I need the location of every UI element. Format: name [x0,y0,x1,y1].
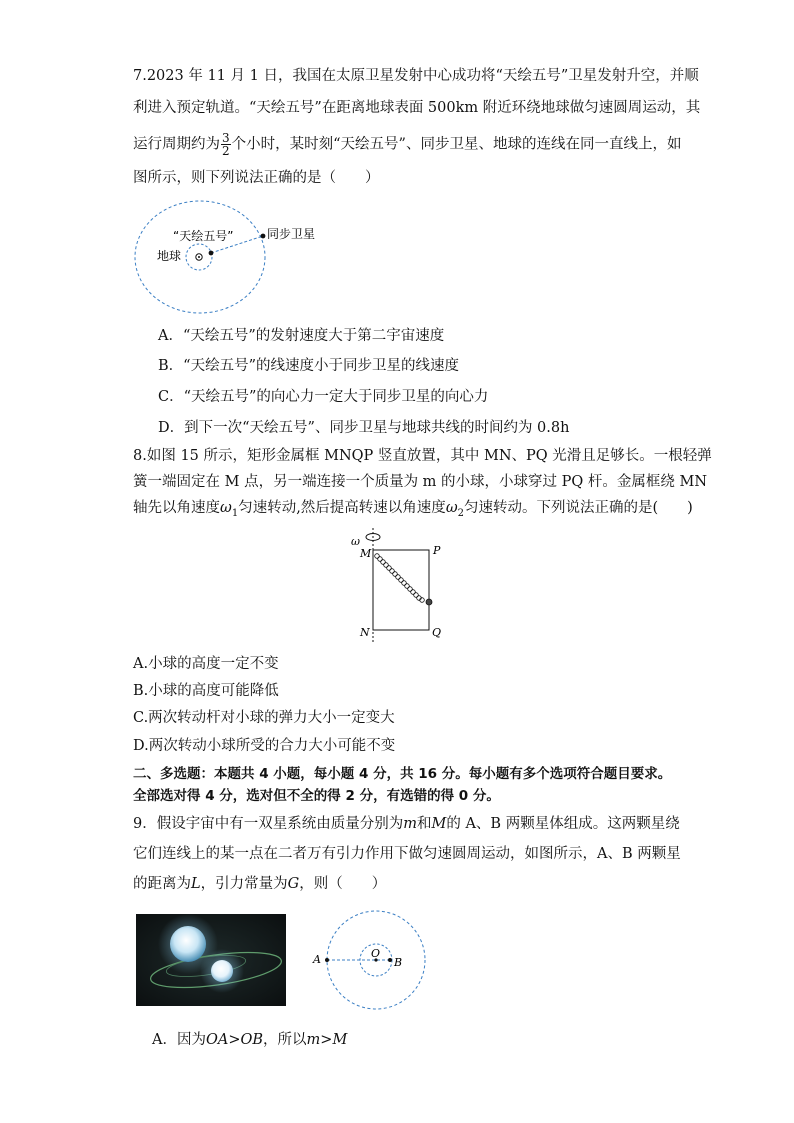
section-heading-line-1: 二、多选题：本题共 4 小题，每小题 4 分，共 16 分。每小题有多个选项符合题目要求。 [133,766,672,782]
q9-line-1: 9．假设宇宙中有一双星系统由质量分别为m和M的 A、B 两颗星体组成。这两颗星绕 [133,816,680,832]
q8-option-c: C.两次转动杆对小球的弹力大小一定变大 [133,710,395,726]
label-earth: 地球 [157,249,182,263]
q9-option-a: A．因为OA>OB，所以m>M [152,1032,348,1048]
point-a [325,958,329,962]
q8-line-1: 8.如图 15 所示，矩形金属框 MNQP 竖直放置，其中 MN、PQ 光滑且足够长。一根轻弹 [133,448,712,464]
star-small [211,960,233,982]
binary-star-image [136,914,286,1006]
q7-option-c: C．“天绘五号”的向心力一定大于同步卫星的向心力 [158,389,489,405]
orbit-figure [133,198,333,320]
label-p: P [433,544,441,557]
q7-line-3 [133,132,681,157]
q7-line-1: 7.2023 年 11 月 1 日，我国在太原卫星发射中心成功将“天绘五号”卫星发射升空，并顺 [133,68,699,84]
q7-option-d: D．到下一次“天绘五号”、同步卫星与地球共线的时间约为 0.8h [158,420,570,436]
metal-frame [373,550,429,630]
q7-option-a: A．“天绘五号”的发射速度大于第二宇宙速度 [158,328,445,344]
q7-line-3-pre: 运行周期约为 [133,136,220,153]
q8-option-b: B.小球的高度可能降低 [133,683,279,699]
q8-option-a: A.小球的高度一定不变 [133,656,279,672]
binary-orbit-diagram [310,910,430,1010]
spring [375,554,425,603]
point-b [388,958,392,962]
q7-line-4: 图所示，则下列说法正确的是（ ） [133,170,380,186]
q7-option-b: B．“天绘五号”的线速度小于同步卫星的线速度 [158,358,459,374]
frame-spring-figure [340,528,450,646]
tianhui-satellite [209,251,214,256]
small-ball [426,599,432,605]
label-o: O [371,947,381,960]
fraction-three-halves: $\frac{3}{2}$ [222,131,230,158]
label-b: B [394,956,403,969]
q8-line-3: 轴先以角速度$\omega_1$匀速转动,然后提高转速以角速度$\omega_2$匀速转动。下列说法正确的是( ) [133,500,693,519]
q9-line-3: 的距离为L，引力常量为G，则（ ） [133,876,387,892]
q7-line-3-post: 个小时，某时刻“天绘五号”、同步卫星、地球的连线在同一直线上，如 [231,136,682,153]
label-tianhui: “天绘五号” [173,229,234,243]
sync-satellite [261,234,266,239]
label-m: M [360,547,372,560]
q8-line-2: 簧一端固定在 M 点，另一端连接一个质量为 m 的小球，小球穿过 PQ 杆。金属框绕 MN [133,474,708,490]
label-a: A [313,953,321,966]
label-n: N [360,626,370,639]
label-omega: ω [351,535,360,548]
q7-line-2: 利进入预定轨道。“天绘五号”在距离地球表面 500km 附近环绕地球做匀速圆周运动，其 [133,100,701,116]
star-large [170,926,206,962]
q9-line-2: 它们连线上的某一点在二者万有引力作用下做匀速圆周运动，如图所示，A、B 两颗星 [133,846,681,862]
label-q: Q [432,626,442,639]
section-heading-line-2: 全部选对得 4 分，选对但不全的得 2 分，有选错的得 0 分。 [133,788,500,804]
label-sync: 同步卫星 [267,227,316,241]
q8-option-d: D.两次转动小球所受的合力大小可能不变 [133,738,396,754]
